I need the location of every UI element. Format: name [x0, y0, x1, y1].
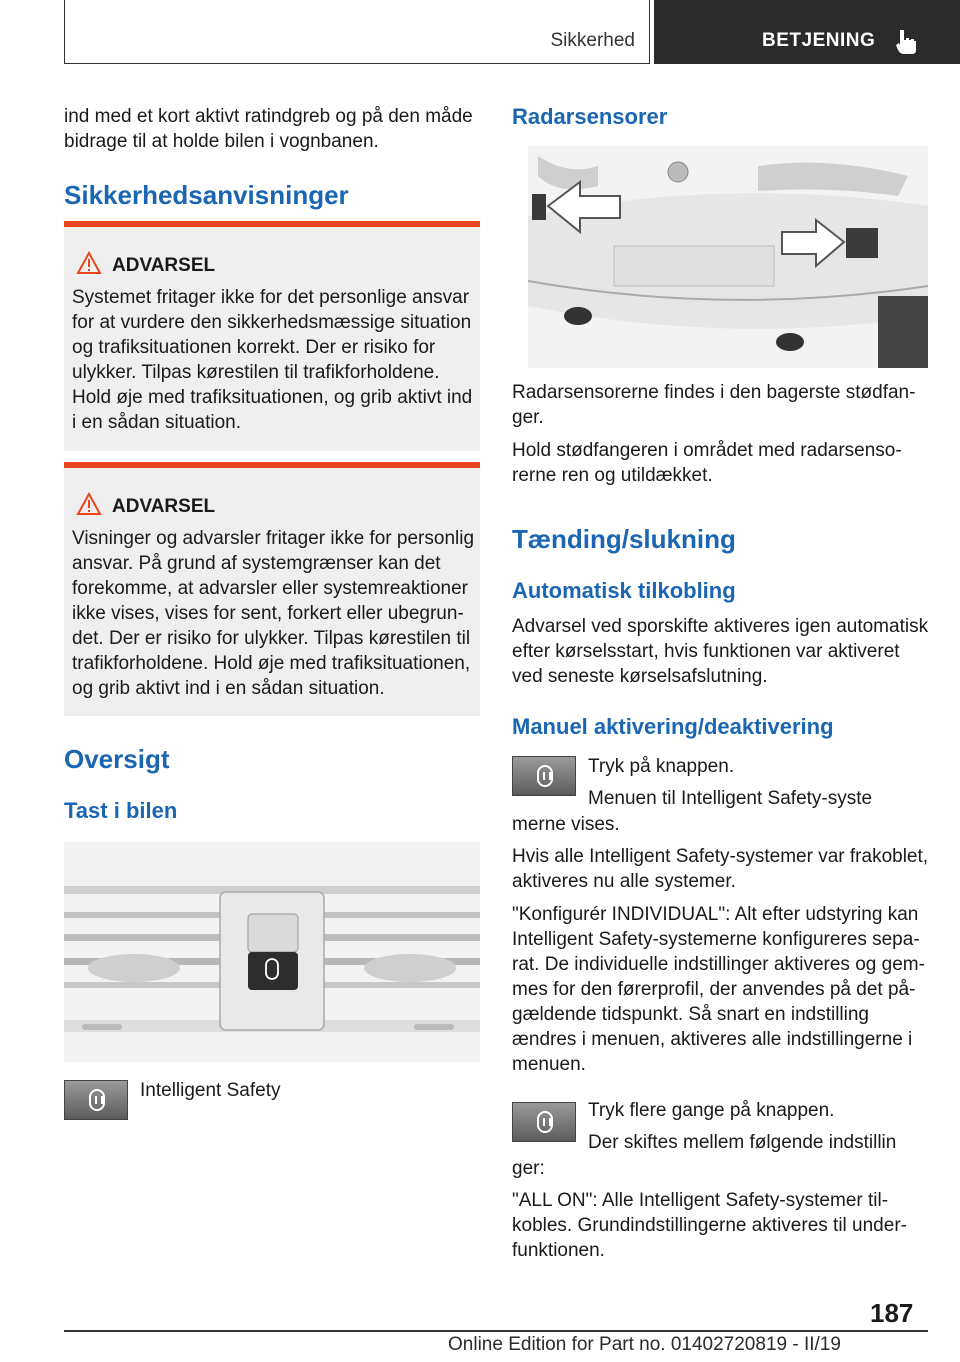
header-chapter-tab — [654, 0, 960, 64]
press-multiple-text: Tryk flere gange på knappen. — [588, 1100, 835, 1121]
ignition-heading: Tænding/slukning — [512, 524, 736, 554]
auto-paragraph: Advarsel ved sporskifte aktiveres igen automatisk efter kørselsstart, hvis funktionen var aktiveret ved seneste kørselsafslutning. — [512, 616, 929, 687]
switch-text-b: ger: — [512, 1158, 545, 1179]
pointing-hand-icon — [892, 26, 922, 56]
vehicle-vent-button-image — [64, 842, 480, 1062]
warning-triangle-icon — [76, 492, 102, 516]
footer-divider — [64, 1330, 928, 1332]
intro-paragraph: ind med et kort aktivt ratindgreb og på den måde bidrage til at holde bilen i vognbanen. — [64, 106, 473, 152]
button-label: Intelligent Safety — [140, 1080, 281, 1101]
warning-box-1 — [64, 221, 480, 451]
warning-triangle-icon — [76, 251, 102, 275]
overview-heading: Oversigt — [64, 744, 170, 774]
intelligent-safety-button-icon — [512, 1102, 576, 1142]
footer-edition-text: Online Edition for Part no. 01402720819 - II/19 — [448, 1334, 841, 1355]
intelligent-safety-button-icon — [64, 1080, 128, 1120]
individual-paragraph: "Konfigurér INDIVIDUAL": Alt efter udstyring kan Intelligent Safety-systemerne konfigureres separat. De individuelle indstillinger aktiveres og gemmes for den førerprofil, der anvendes på det pågældende tidspunkt. Så snart en indstilling ændres i menuen, aktiveres alle indstillingerne i menuen. — [512, 904, 925, 1075]
press-button-text: Tryk på knappen. — [588, 756, 735, 777]
menu-shown-text-b: merne vises. — [512, 814, 620, 835]
all-on-paragraph: "ALL ON": Alle Intelligent Safety-systemer tilkobles. Grundindstillingerne aktiveres til underfunktionen. — [512, 1190, 907, 1261]
menu-shown-text-a: Menuen til Intelligent Safety-syste — [588, 788, 873, 809]
radar-heading: Radarsensorer — [512, 104, 668, 129]
switch-text-a: Der skiftes mellem følgende indstillin — [588, 1132, 897, 1153]
car-rear-radar-image — [528, 146, 928, 368]
safety-heading: Sikkerhedsanvisninger — [64, 180, 349, 210]
warning-title: ADVARSEL — [112, 255, 216, 276]
auto-heading: Automatisk tilkobling — [512, 578, 736, 603]
header-section-title: Sikkerhed — [550, 30, 635, 51]
warning-box-2 — [64, 462, 480, 716]
header-section-box — [64, 0, 650, 64]
header-chapter-title: BETJENING — [762, 30, 876, 51]
warning-text: Systemet fritager ikke for det personlige ansvar for at vurdere den sikkerhedsmæssige situation og trafiksituationen korrekt. Der er risiko for ulykker. Tilpas kørestilen til trafikforholdene. Hold øje med trafiksituationen, og grib aktivt ind i en sådan situation. — [72, 287, 473, 433]
intelligent-safety-button-icon — [512, 756, 576, 796]
button-heading: Tast i bilen — [64, 798, 178, 823]
all-off-paragraph: Hvis alle Intelligent Safety-systemer var frakoblet, aktiveres nu alle systemer. — [512, 846, 929, 892]
warning-text: Visninger og advarsler fritager ikke for personlig ansvar. På grund af systemgrænser kan det forekomme, at advarsler eller systemreaktioner ikke vises, vises for sent, forkert eller ubegrundet. Der er risiko for ulykker. Tilpas kørestilen til trafikforholdene. Hold øje med trafiksituationen, og grib aktivt ind i en sådan situation. — [72, 528, 475, 699]
page-number: 187 — [870, 1298, 914, 1328]
warning-title: ADVARSEL — [112, 496, 216, 517]
manual-heading: Manuel aktivering/deaktivering — [512, 714, 834, 739]
radar-paragraph-2: Hold stødfangeren i området med radarsensorerne ren og utildækket. — [512, 440, 902, 486]
radar-paragraph-1: Radarsensorerne findes i den bagerste stødfanger. — [512, 382, 916, 428]
